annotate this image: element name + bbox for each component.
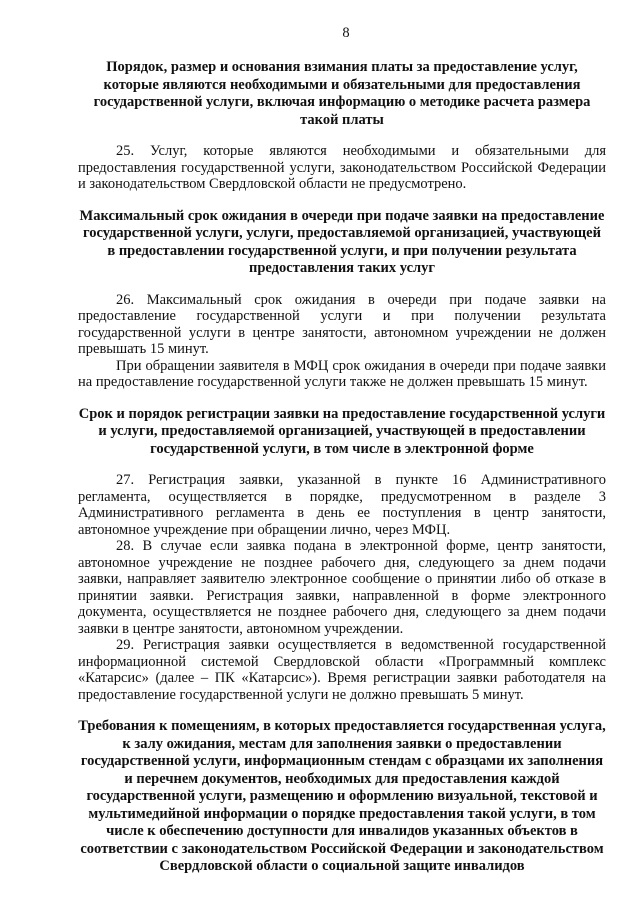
section-heading: Требования к помещениям, в которых предоставляется государственная услуга, к залу ожидания, местам для заполнения заявки о предоставлении государственной услуги, информационным стендам с образцами их заполнения и перечнем документов, необходимых для предоставления каждой государственной услуги, размещению и оформлению визуальной, текстовой и мультимедийной информации о порядке предоставления такой услуги, в том числе к обеспечению доступности для инвалидов указанных объектов в соответствии с законодательством Российской Федерации и законодательством Свердловской области о социальной защите инвалидов <box>78 718 606 874</box>
section-queue-time <box>78 208 606 391</box>
section-premises-requirements <box>78 718 606 876</box>
section-registration <box>78 406 606 704</box>
paragraph-26-mfc: При обращении заявителя в МФЦ срок ожидания в очереди при подаче заявки на предоставление государственной услуги также не должен превышать 15 минут. <box>78 357 606 390</box>
page-number: 8 <box>342 25 350 41</box>
section-payment <box>78 59 606 193</box>
section-heading: Порядок, размер и основания взимания платы за предоставление услуг, которые являются необходимыми и обязательными для предоставления государственной услуги, включая информацию о методике расчета размера такой платы <box>93 59 591 128</box>
section-heading: Максимальный срок ожидания в очереди при подаче заявки на предоставление государственной услуги, услуги, предоставляемой организацией, участвующей в предоставлении государственной услуги, и при получении результата предоставления таких услуг <box>79 207 605 276</box>
paragraph-27: 27. Регистрация заявки, указанной в пункте 16 Административного регламента, осуществляется в порядке, предусмотренном в разделе 3 Административного регламента в день ее поступления в центр занятости, автономное учреждение при обращении лично, через МФЦ. <box>78 472 606 538</box>
paragraph-25: 25. Услуг, которые являются необходимыми и обязательными для предоставления государственной услуги, законодательством Российской Федерации и законодательством Свердловской области не предусмотрено. <box>78 143 606 192</box>
paragraph-29: 29. Регистрация заявки осуществляется в ведомственной государственной информационной системой Свердловской области «Программный комплекс «Катарсис» (далее – ПК «Катарсис»). Время регистрации заявки работодателя на предоставление государственной услуги не должно превышать 5 минут. <box>78 637 606 703</box>
paragraph-28: 28. В случае если заявка подана в электронной форме, центр занятости, автономное учреждение не позднее рабочего дня, следующего за днем подачи заявки, направляет заявителю электронное сообщение о принятии либо об отказе в принятии заявки. Регистрация заявки, направленной в форме электронного документа, осуществляется не позднее рабочего дня, следующего за днем подачи заявки в центре занятости, автономном учреждении. <box>78 538 606 637</box>
section-heading: Срок и порядок регистрации заявки на предоставление государственной услуги и услуги, предоставляемой организацией, участвующей в предоставлении государственной услуги, в том числе в электронной форме <box>78 405 606 457</box>
paragraph-26: 26. Максимальный срок ожидания в очереди при подаче заявки на предоставление государственной услуги и при получении результата государственной услуги в центре занятости, автономном учреждении не должен превышать 15 минут. <box>78 291 606 357</box>
